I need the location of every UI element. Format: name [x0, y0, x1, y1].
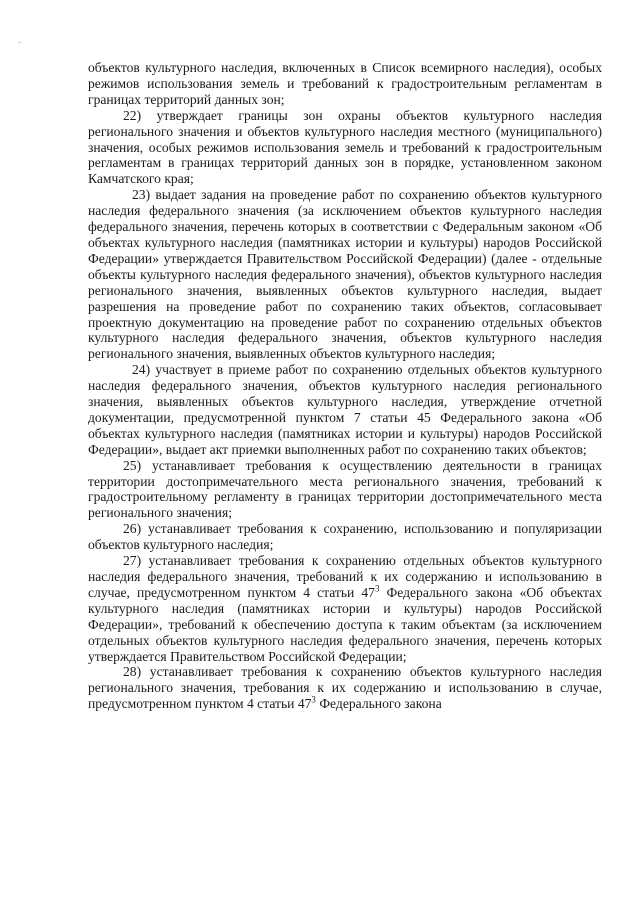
superscript-27: 3: [374, 583, 380, 594]
paragraph-item-28: [88, 664, 602, 712]
paragraph-item-22: 22) утверждает границы зон охраны объектов культурного наследия регионального значения и объектов культурного наследия местного (муниципального) значения, особых режимов использования земель и требований к градостроительным регламентам в границах территорий данных зон в порядке, установленном законом Камчатского края;: [88, 107, 602, 187]
paragraph-item-27: [88, 553, 602, 664]
paragraph-item-26: 26) устанавливает требования к сохранению, использованию и популяризации объектов культурного наследия;: [88, 521, 602, 553]
paragraph-item-23: 23) выдает задания на проведение работ по сохранению объектов культурного наследия федерального значения (за исключением объектов культурного наследия федерального значения, перечень которых в соответствии с Федеральным законом «Об объектах культурного наследия (памятниках истории и культуры) народов Российской Федерации» утверждается Правительством Российской Федерации) (далее - отдельные объекты культурного наследия федерального значения), объектов культурного наследия регионального значения, выявленных объектов культурного наследия, выдает разрешения на проведение работ по сохранению таких объектов, согласовывает проектную документацию на проведение работ по сохранению отдельных объектов культурного наследия федерального значения, объектов культурного наследия регионального значения, выявленных объектов культурного наследия;: [88, 187, 602, 362]
paragraph-item-27-end: Федерального закона «Об объектах культурного наследия (памятниках истории и культуры) народов Российской Федерации», требований к обеспечению доступа к таким объектам (за исключением отдельных объектов культурного наследия федерального значения, перечень которых утверждается Правительством Российской Федерации;: [88, 584, 602, 664]
paragraph-item-24: 24) участвует в приеме работ по сохранению отдельных объектов культурного наследия федерального значения, объектов культурного наследия регионального значения, выявленных объектов культурного наследия, утверждение отчетной документации, предусмотренной пунктом 7 статьи 45 Федерального закона «Об объектах культурного наследия (памятниках истории и культуры) народов Российской Федерации», выдает акт приемки выполненных работ по сохранению таких объектов;: [88, 362, 602, 457]
paragraph-item-28-start: 28) устанавливает требования к сохранению объектов культурного наследия регионального значения, требования к их содержанию и использованию в случае, предусмотренном пунктом 4 статьи 47: [88, 664, 602, 712]
superscript-28: 3: [311, 694, 316, 705]
paragraph-item-28-end: Федерального закона: [315, 696, 442, 712]
paragraph-item-25: 25) устанавливает требования к осуществлению деятельности в границах территории достопримечательного места регионального значения, требований к градостроительному регламенту в границах территории достопримечательного места регионального значения;: [88, 457, 602, 521]
paragraph-item-27-start: 27) устанавливает требования к сохранению отдельных объектов культурного наследия федерального значения, требований к их содержанию и использованию в случае, предусмотренном пунктом 4 статьи 47: [88, 553, 602, 600]
document-body: [88, 60, 602, 712]
paragraph-continuation: объектов культурного наследия, включенных в Список всемирного наследия), особых режимов использования земель и требований к градостроительным регламентам в границах территорий данных зон;: [88, 60, 602, 107]
scan-mark: [18, 42, 21, 43]
